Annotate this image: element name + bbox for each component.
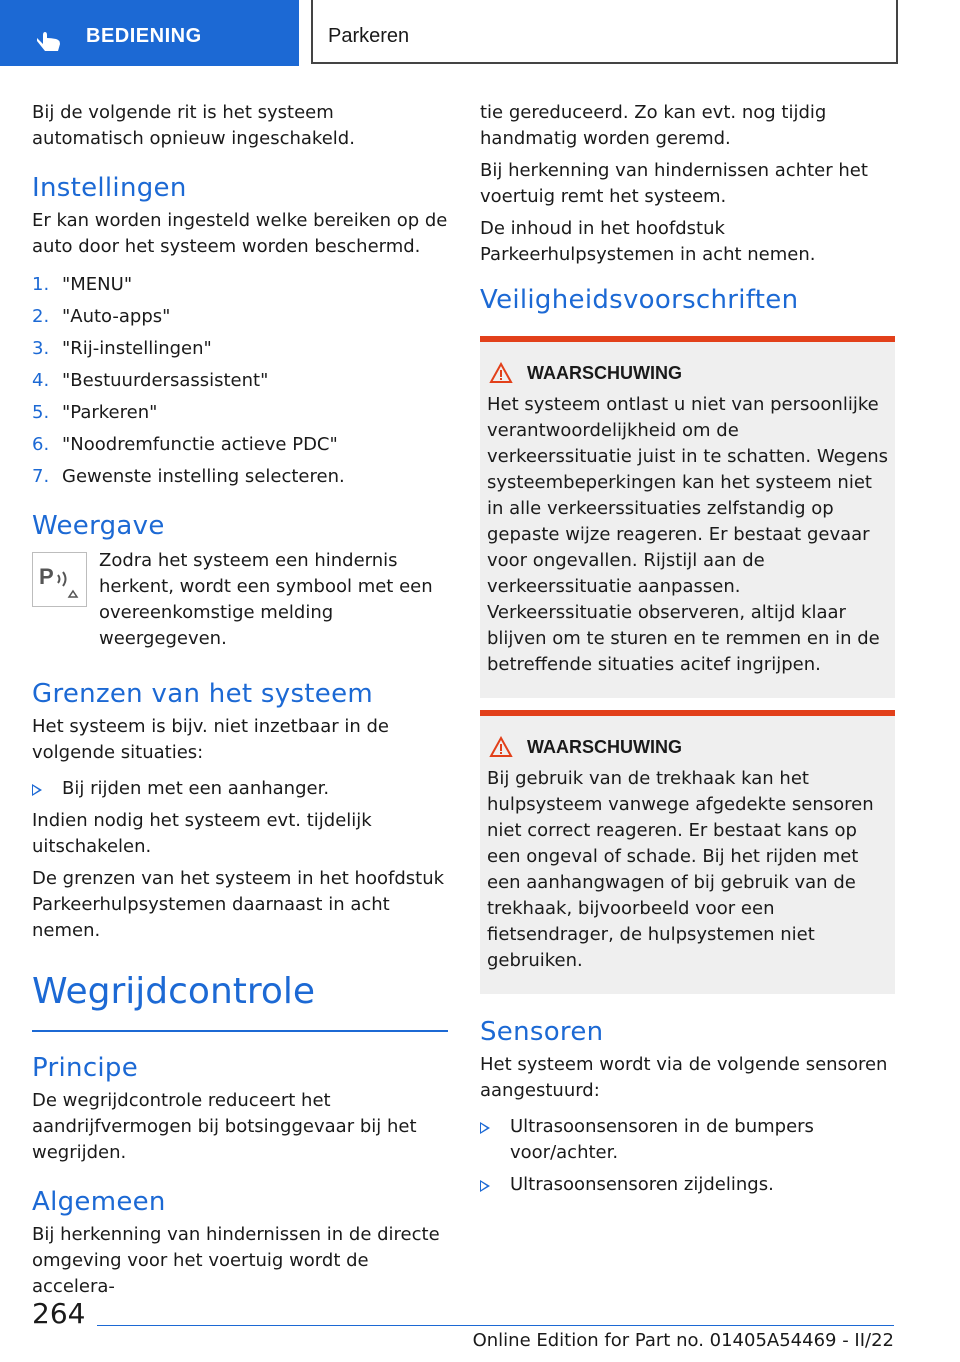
left-column — [32, 100, 448, 1306]
list-item: 6. "Noodremfunctie actieve PDC" — [32, 434, 338, 455]
footer-divider — [97, 1325, 894, 1326]
sensors-text: Het systeem wordt via de volgende sensoren aangestuurd: — [480, 1054, 888, 1101]
list-item: Ultrasoonsensoren in de bumpers voor/achter. — [480, 1114, 895, 1166]
sensors-list — [480, 1114, 895, 1198]
list-item: 5. "Parkeren" — [32, 402, 158, 423]
reference-text: De inhoud in het hoofdstuk Parkeerhulpsystemen in acht nemen. — [480, 218, 816, 265]
settings-text: Er kan worden ingesteld welke bereiken op de auto door het systeem worden beschermd. — [32, 210, 448, 257]
limits-text: Het systeem is bijv. niet inzetbaar in de volgende situaties: — [32, 716, 389, 763]
general-text: Bij herkenning van hindernissen in de directe omgeving voor het voertuig wordt de accelera- — [32, 1224, 440, 1297]
warning-box — [480, 336, 895, 698]
warning-triangle-icon — [489, 362, 513, 384]
pdc-warning-icon — [32, 552, 87, 607]
display-text: Zodra het systeem een hindernis herkent, wordt een symbool met een overeenkomstige melding weergegeven. — [99, 550, 433, 649]
limits-list — [32, 776, 448, 802]
principle-heading: Principe — [32, 1053, 139, 1083]
page-number: 264 — [32, 1297, 86, 1330]
display-row — [32, 548, 448, 658]
limits-paragraph-3: De grenzen van het systeem in het hoofdstuk Parkeerhulpsystemen daarnaast in acht nemen. — [32, 868, 445, 941]
warning-text: Bij gebruik van de trekhaak kan het hulpsysteem vanwege afgedekte sensoren niet correct reageren. Er bestaat kans op een ongeval of schade. Bij het rijden met een aanhangwagen of bij gebruik van de trekhaak, bijvoorbeeld voor een fietsendrager, de hulpsystemen niet gebruiken. — [487, 768, 874, 971]
warning-triangle-icon — [489, 736, 513, 758]
settings-steps — [32, 272, 448, 490]
hand-pointer-icon — [34, 26, 64, 52]
svg-text:P: P — [39, 564, 54, 589]
warning-title: WAARSCHUWING — [487, 360, 888, 386]
list-item: Bij rijden met een aanhanger. — [32, 776, 448, 802]
list-item: 4. "Bestuurdersassistent" — [32, 370, 269, 391]
list-item: 3. "Rij-instellingen" — [32, 338, 212, 359]
continued-text: tie gereduceerd. Zo kan evt. nog tijdig handmatig worden geremd. — [480, 102, 827, 149]
page-header — [0, 0, 960, 66]
list-item: 1. "MENU" — [32, 274, 133, 295]
safety-heading: Veiligheidsvoorschriften — [480, 285, 799, 315]
list-item: 7. Gewenste instelling selecteren. — [32, 466, 345, 487]
sensors-heading: Sensoren — [480, 1017, 604, 1047]
main-heading: Wegrijdcontrole — [32, 970, 448, 1032]
intro-text: Bij de volgende rit is het systeem automatisch opnieuw ingeschakeld. — [32, 102, 355, 149]
limits-paragraph-2: Indien nodig het systeem evt. tijdelijk uitschakelen. — [32, 810, 372, 857]
chapter-label: Parkeren — [328, 25, 410, 47]
section-tab — [0, 0, 299, 66]
warning-title: WAARSCHUWING — [487, 734, 888, 760]
principle-text: De wegrijdcontrole reduceert het aandrijfvermogen bij botsinggevaar bij het wegrijden. — [32, 1090, 417, 1163]
right-column — [480, 100, 895, 1204]
brake-text: Bij herkenning van hindernissen achter het voertuig remt het systeem. — [480, 160, 868, 207]
list-item: 2. "Auto-apps" — [32, 306, 171, 327]
edition-text: Online Edition for Part no. 01405A54469 - II/22 — [472, 1330, 894, 1351]
limits-heading: Grenzen van het systeem — [32, 679, 374, 709]
list-item: Ultrasoonsensoren zijdelings. — [480, 1172, 895, 1198]
warning-box — [480, 710, 895, 994]
warning-text: Het systeem ontlast u niet van persoonlijke verantwoordelijkheid om de verkeerssituatie juist in te schatten. Wegens systeembeperkingen kan het systeem niet in alle verkeerssituaties zelfstandig op gepaste wijze reageren. Er bestaat gevaar voor ongevallen. Rijstijl aan de verkeerssituatie aanpassen. Verkeerssituatie observeren, altijd klaar blijven om te sturen en te remmen en in de betreffende situaties acitef ingrijpen. — [487, 394, 888, 675]
section-label: BEDIENING — [86, 25, 202, 47]
chapter-box — [311, 0, 898, 64]
general-heading: Algemeen — [32, 1187, 166, 1217]
display-heading: Weergave — [32, 511, 165, 541]
settings-heading: Instellingen — [32, 173, 187, 203]
